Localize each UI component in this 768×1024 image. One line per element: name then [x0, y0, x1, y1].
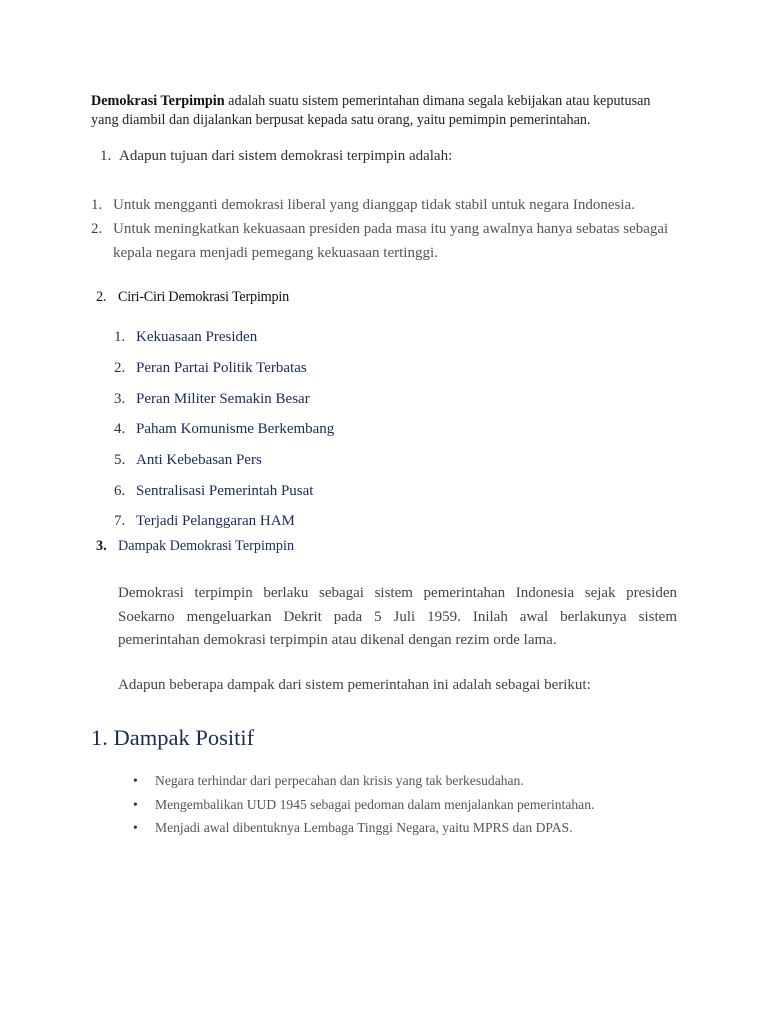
- bullet-item: [133, 820, 572, 836]
- ciri-text: Sentralisasi Pemerintah Pusat: [136, 483, 314, 499]
- ciri-text: Anti Kebebasan Pers: [136, 452, 262, 468]
- goal-text: Untuk meningkatkan kekuasaan presiden pada masa itu yang awalnya hanya sebatas sebagai: [113, 221, 669, 237]
- section3-number: 3.: [96, 538, 107, 554]
- ciri-number: 6.: [114, 483, 126, 499]
- section3-heading: [96, 538, 294, 555]
- intro-paragraph: [91, 92, 681, 130]
- impact-paragraph: Demokrasi terpimpin berlaku sebagai sistem pemerintahan Indonesia sejak presiden Soekarno mengeluarkan Dekrit pada 5 Juli 1959. Inilah awal berlakunya sistem pemerintahan demokrasi terpimpin atau dikenal dengan rezim orde lama.: [118, 585, 677, 648]
- bullet-item: [133, 797, 594, 813]
- bullet-text: Menjadi awal dibentuknya Lembaga Tinggi Negara, yaitu MPRS dan DPAS.: [155, 820, 573, 835]
- ciri-text: Peran Partai Politik Terbatas: [136, 360, 307, 376]
- bullet-icon: •: [133, 797, 138, 812]
- ciri-number: 2.: [114, 360, 126, 376]
- ciri-number: 7.: [114, 513, 126, 529]
- ciri-item: [114, 391, 310, 408]
- bullet-text: Negara terhindar dari perpecahan dan krisis yang tak berkesudahan.: [155, 773, 524, 788]
- bullet-item: [133, 773, 524, 789]
- ciri-number: 5.: [114, 452, 126, 468]
- section1-title: Adapun tujuan dari sistem demokrasi terpimpin adalah:: [119, 148, 453, 164]
- ciri-text: Kekuasaan Presiden: [136, 329, 258, 345]
- section2-title: Ciri-Ciri Demokrasi Terpimpin: [118, 289, 290, 305]
- goal-text-continued: kepala negara menjadi pemegang kekuasaan tertinggi.: [113, 245, 438, 261]
- ciri-item: [114, 483, 313, 500]
- section1-number: 1.: [100, 148, 112, 164]
- ciri-text: Terjadi Pelanggaran HAM: [136, 513, 295, 529]
- ciri-number: 1.: [114, 329, 126, 345]
- bullet-icon: •: [133, 773, 138, 788]
- goal-number: 2.: [91, 221, 103, 237]
- goal-text: Untuk mengganti demokrasi liberal yang dianggap tidak stabil untuk negara Indonesia.: [113, 197, 635, 213]
- section3-title: Dampak Demokrasi Terpimpin: [118, 538, 295, 554]
- ciri-item: [114, 452, 262, 469]
- ciri-text: Paham Komunisme Berkembang: [136, 421, 335, 437]
- impact-intro: Adapun beberapa dampak dari sistem pemerintahan ini adalah sebagai berikut:: [118, 677, 591, 693]
- ciri-item: [114, 360, 307, 377]
- section2-number: 2.: [96, 289, 107, 305]
- goal-item: [91, 193, 681, 217]
- ciri-number: 4.: [114, 421, 126, 437]
- ciri-item: [114, 513, 295, 530]
- section1-heading: [100, 148, 452, 165]
- goal-item: [91, 217, 681, 265]
- bullet-icon: •: [133, 820, 138, 835]
- positive-impact-heading: 1. Dampak Positif: [91, 725, 255, 750]
- ciri-item: [114, 421, 334, 438]
- intro-term: Demokrasi Terpimpin: [91, 93, 225, 109]
- bullet-text: Mengembalikan UUD 1945 sebagai pedoman dalam menjalankan pemerintahan.: [155, 797, 595, 812]
- goal-number: 1.: [91, 197, 103, 213]
- ciri-item: [114, 329, 257, 346]
- section2-heading: [96, 289, 289, 306]
- ciri-text: Peran Militer Semakin Besar: [136, 391, 310, 407]
- ciri-number: 3.: [114, 391, 126, 407]
- intro-definition: adalah suatu sistem pemerintahan dimana segala kebijakan atau keputusan yang diambil dan dijalankan berpusat kepada satu orang, yaitu pemimpin pemerintahan.: [91, 93, 651, 128]
